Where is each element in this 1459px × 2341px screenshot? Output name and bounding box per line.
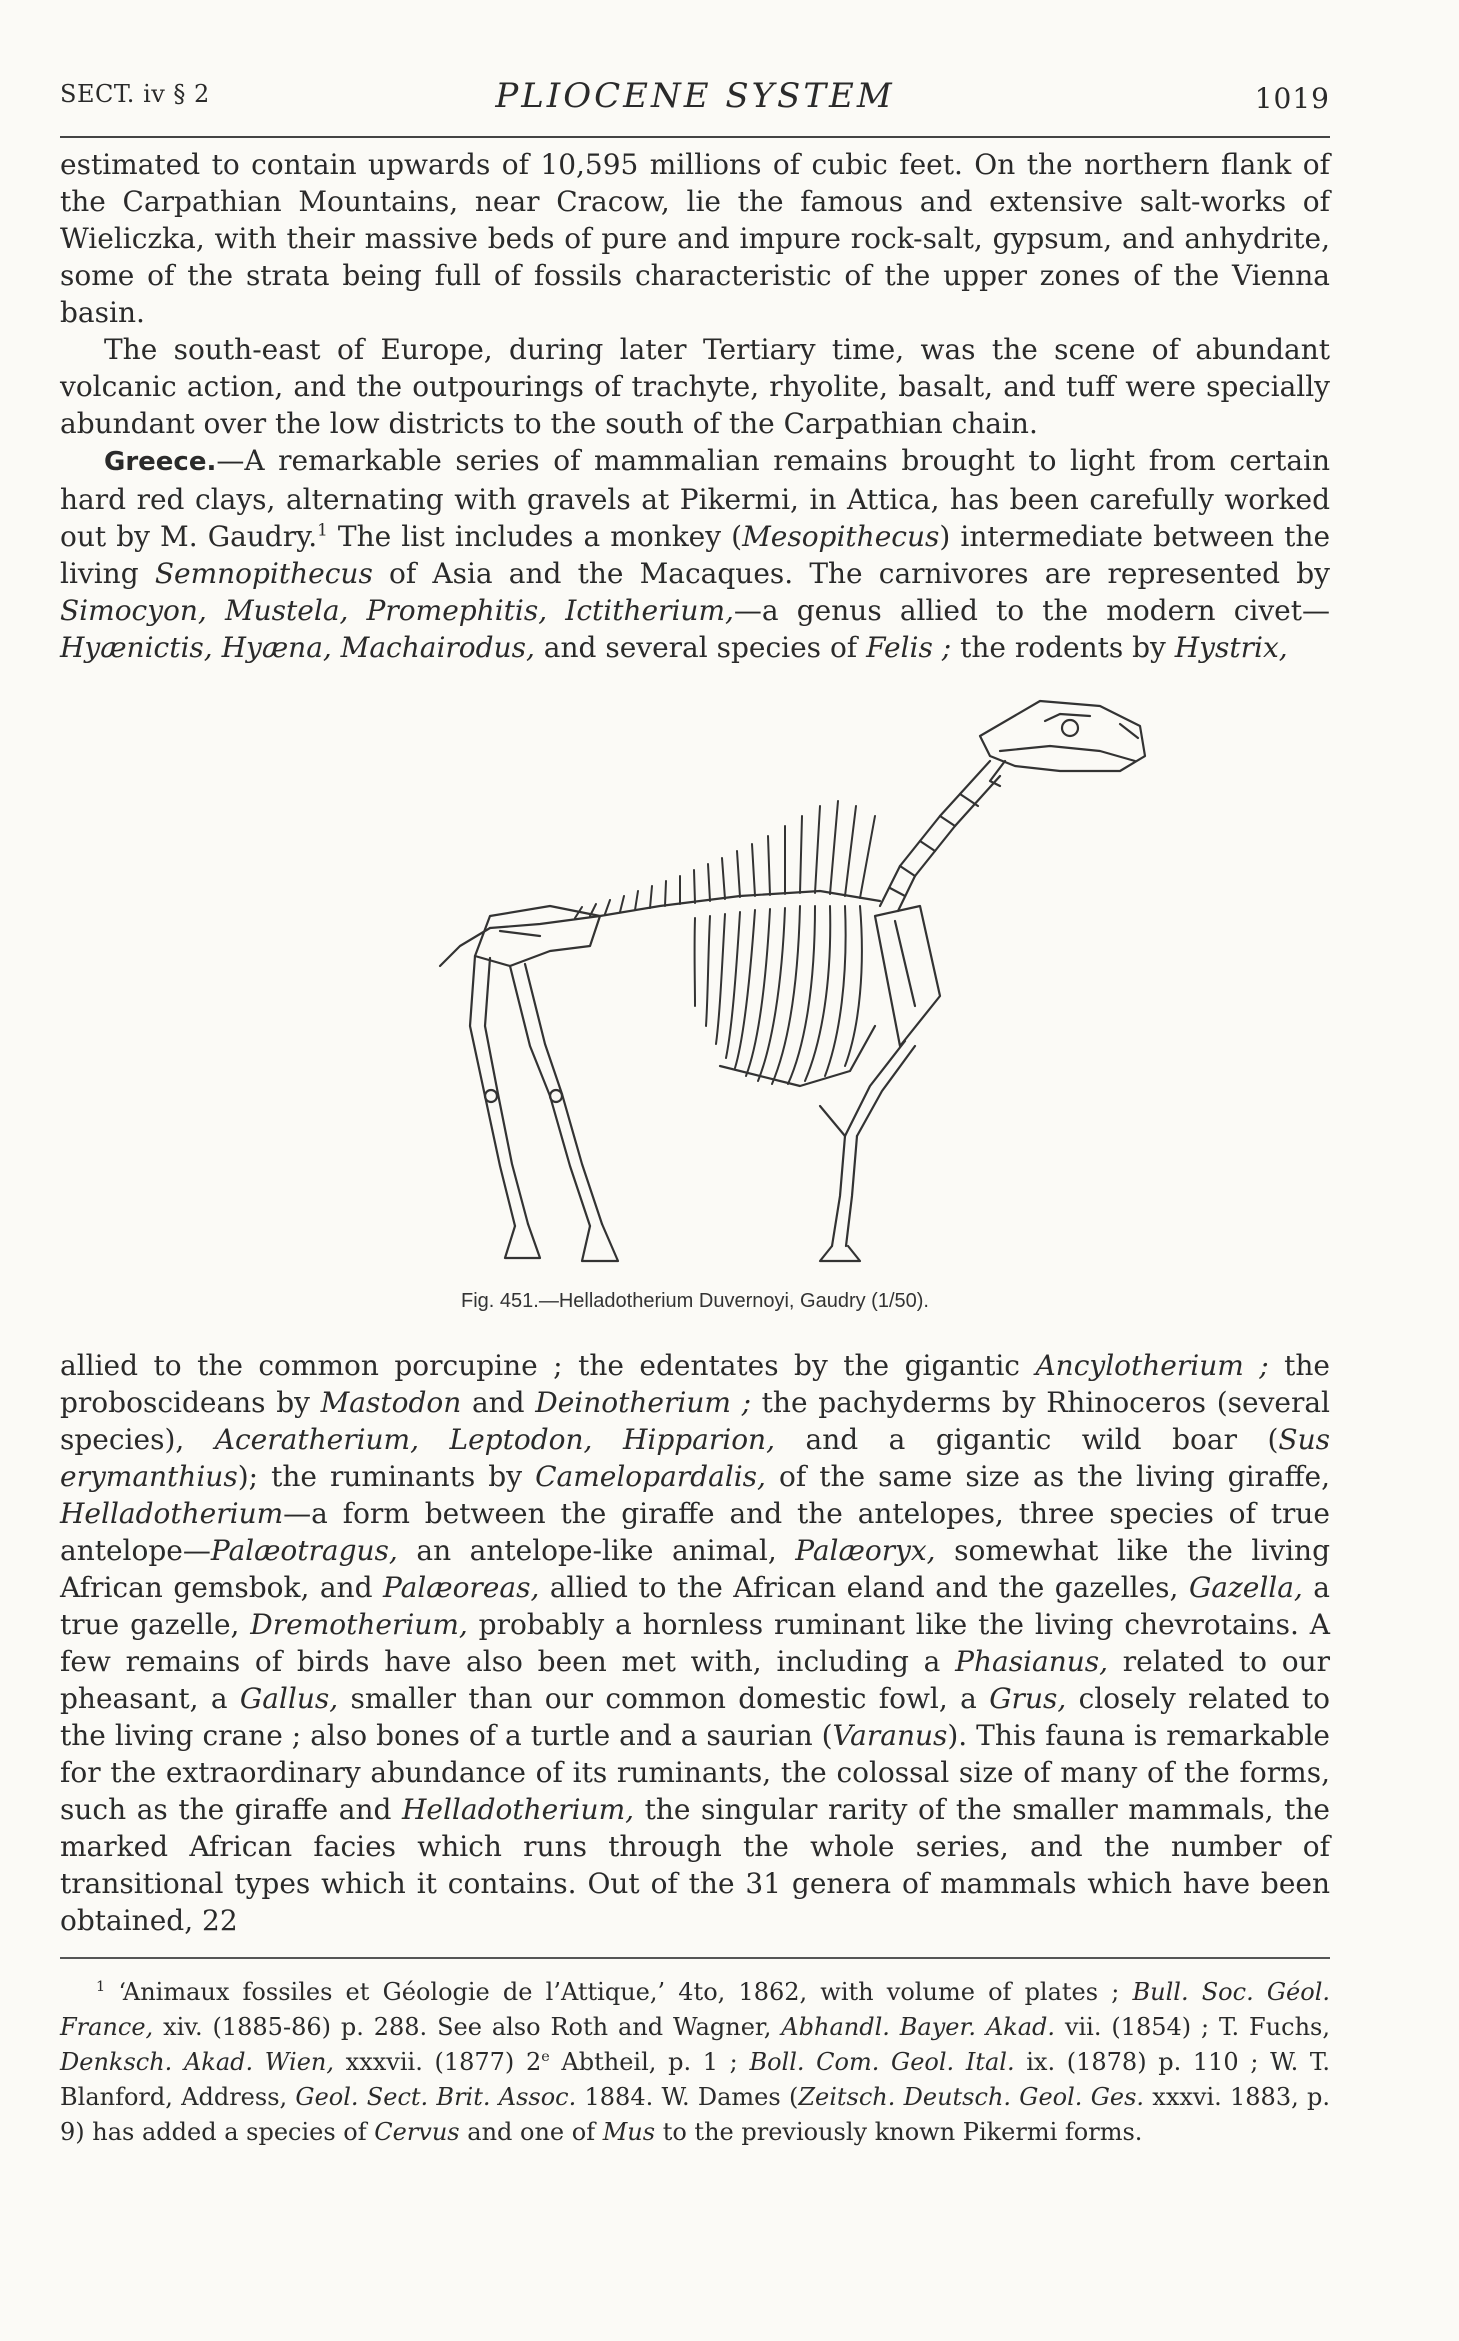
figure-451 [60, 666, 1330, 1286]
citation-title: Denksch. Akad. Wien, [60, 2048, 335, 2076]
paragraph-fauna [60, 1347, 1330, 1939]
paragraph-text: smaller than our common domestic fowl, a [338, 1682, 990, 1715]
paragraph-text: an antelope-like animal, [397, 1534, 796, 1567]
taxon-name: Helladotherium [60, 1497, 284, 1530]
paragraph-text: probably a hornless ruminant like the living chevrotains. A few remains of birds have also been met with, including a [60, 1608, 1330, 1678]
taxon-name: Semnopithecus [154, 557, 373, 590]
section-heading-greece: Greece. [104, 447, 217, 477]
paragraph-text: of the same size as the living giraffe, [765, 1460, 1330, 1493]
paragraph-text: ) intermediate between the living [60, 520, 1331, 590]
taxon-name: Mus [602, 2118, 656, 2146]
taxon-name: Simocyon, Mustela, Promephitis, Ictitherium, [60, 594, 734, 627]
footnote-number: 1 [96, 1979, 106, 1995]
taxon-name: Dremotherium, [250, 1608, 468, 1641]
paragraph-text: the singular rarity of the smaller mammals, the marked African facies which runs through the whole series, and the number of transitional types which it contains. Out of the 31 genera of mammals which have been obtained, 22 [60, 1793, 1330, 1937]
taxon-name: Mastodon [320, 1386, 462, 1419]
paragraph-text: —A remarkable series of mammalian remains brought to light from certain hard red clays, alternating with gravels at Pikermi, in Attica, has been carefully worked out by M. Gaudry. [60, 444, 1330, 553]
paragraph-text: the pachyderms by Rhinoceros (several species), [60, 1386, 1330, 1456]
paragraph-text: ). This fauna is remarkable for the extraordinary abundance of its ruminants, the colossal size of many of the forms, such as the giraffe and [60, 1719, 1330, 1826]
taxon-name: Gazella, [1188, 1571, 1303, 1604]
footnote-text: xxxvi. 1883, p. 9) has added a species of [60, 2083, 1330, 2146]
paragraph-text: The south-east of Europe, during later Tertiary time, was the scene of abundant volcanic action, and the outpourings of trachyte, rhyolite, basalt, and tuff were specially abundant over the low districts to the south of the Carpathian chain. [60, 333, 1330, 440]
citation-title: Abhandl. Bayer. Akad. [781, 2013, 1056, 2041]
taxon-name: Felis ; [866, 631, 952, 664]
taxon-name: Phasianus, [955, 1645, 1109, 1678]
taxon-name: Helladotherium, [401, 1793, 635, 1826]
taxon-name: Varanus [832, 1719, 948, 1752]
taxon-name: Palæoryx, [795, 1534, 936, 1567]
paragraph-text: ); the ruminants by [237, 1460, 536, 1493]
paragraph-text: of Asia and the Macaques. The carnivores are represented by [372, 557, 1330, 590]
paragraph-text: the proboscideans by [60, 1349, 1330, 1419]
paragraph-text: The list includes a monkey ( [327, 520, 743, 553]
footnote-text: xiv. (1885-86) p. 288. See also Roth and Wagner, [153, 2013, 782, 2041]
paragraph-text: and [461, 1386, 536, 1419]
footnote-superscript: e [541, 2049, 550, 2065]
paragraph-salt-works [60, 146, 1330, 331]
paragraph-text: closely related to the living crane ; also bones of a turtle and a saurian ( [60, 1682, 1330, 1752]
footnote-text: to the previously known Pikermi forms. [655, 2118, 1143, 2146]
paragraph-text: estimated to contain upwards of 10,595 millions of cubic feet. On the northern flank of the Carpathian Mountains, near Cracow, lie the famous and extensive salt-works of Wieliczka, with their massive beds of pure and impure rock-salt, gypsum, and anhydrite, some of the strata being full of fossils characteristic of the upper zones of the Vienna basin. [60, 148, 1330, 329]
footnote-rule [60, 1957, 1330, 1959]
paragraph-text: and several species of [534, 631, 867, 664]
taxon-name: Cervus [374, 2118, 460, 2146]
footnote-text: Abtheil, p. 1 ; [549, 2048, 750, 2076]
paragraph-text: and a gigantic wild boar ( [775, 1423, 1279, 1456]
taxon-name: Grus, [989, 1682, 1067, 1715]
footnote-text: ix. (1878) p. 110 ; W. T. Blanford, Address, [60, 2048, 1330, 2111]
citation-title: Zeitsch. Deutsch. Geol. Ges. [798, 2083, 1145, 2111]
header-rule [60, 136, 1330, 138]
citation-title: Bull. Soc. Géol. France, [60, 1978, 1330, 2041]
paragraph-volcanic [60, 331, 1330, 442]
paragraph-text: allied to the African eland and the gazelles, [539, 1571, 1189, 1604]
footnote-text: xxxvii. (1877) 2 [334, 2048, 542, 2076]
paragraph-greece [60, 442, 1330, 666]
taxon-name: Palæoreas, [383, 1571, 540, 1604]
taxon-name: Deinotherium ; [535, 1386, 752, 1419]
page-number: 1019 [1254, 82, 1330, 115]
taxon-name: Palæotragus, [210, 1534, 398, 1567]
footnote-text: 1884. W. Dames ( [576, 2083, 799, 2111]
taxon-name: Hyænictis, Hyæna, Machairodus, [60, 631, 535, 664]
taxon-name: Ancylotherium ; [1035, 1349, 1269, 1382]
taxon-name: Sus erymanthius [60, 1423, 1330, 1493]
paragraph-text: somewhat like the living African gemsbok, and [60, 1534, 1331, 1604]
paragraph-text: —a genus allied to the modern civet— [733, 594, 1330, 627]
paragraph-text: a true gazelle, [60, 1571, 1331, 1641]
footnote-text: ‘Animaux fossiles et Géologie de l’Attique,’ 4to, 1862, with volume of plates ; [105, 1978, 1133, 2006]
taxon-name: Mesopithecus [742, 520, 940, 553]
figure-caption: Fig. 451.—Helladotherium Duvernoyi, Gaudry (1/50). [461, 1290, 929, 1312]
paragraph-text: the rodents by [951, 631, 1175, 664]
helladotherium-skeleton-icon [300, 666, 1160, 1266]
citation-title: Boll. Com. Geol. Ital. [749, 2048, 1015, 2076]
citation-title: Geol. Sect. Brit. Assoc. [295, 2083, 577, 2111]
taxon-name: Hystrix, [1174, 631, 1288, 664]
paragraph-text: related to our pheasant, a [60, 1645, 1330, 1715]
footnote-text: and one of [459, 2118, 603, 2146]
paragraph-text: allied to the common porcupine ; the edentates by the gigantic [60, 1349, 1036, 1382]
taxon-name: Camelopardalis, [535, 1460, 766, 1493]
taxon-name: Gallus, [239, 1682, 339, 1715]
running-header [60, 70, 1330, 130]
paragraph-text: —a form between the giraffe and the antelopes, three species of true antelope— [60, 1497, 1330, 1567]
footnote-ref: 1 [317, 519, 328, 540]
taxon-name: Aceratherium, Leptodon, Hipparion, [214, 1423, 775, 1456]
section-label: SECT. iv § 2 [60, 80, 210, 108]
page [60, 70, 1330, 2150]
running-title: PLIOCENE SYSTEM [495, 76, 895, 116]
footnote-text: vii. (1854) ; T. Fuchs, [1055, 2013, 1331, 2041]
footnote [60, 1975, 1330, 2150]
